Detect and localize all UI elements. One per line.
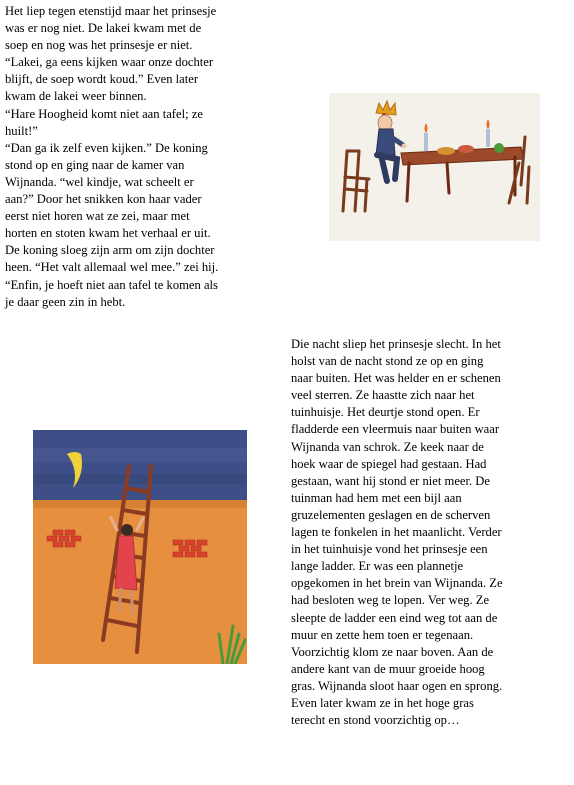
right-story-line: fladderde een vleermuis naar buiten waar [291, 422, 500, 437]
right-story-line: andere kant van de muur groeide hoog [291, 661, 485, 676]
story-column-left [5, 3, 287, 311]
right-story-line: gruzelementen geslagen en de scherven [291, 507, 491, 522]
right-story-line: lagen te fonkelen in het maanlicht. Verder [291, 525, 502, 540]
right-story-line: Die nacht sliep het prinsesje slecht. In het [291, 337, 501, 351]
left-story-line: “Enfin, je hoeft niet aan tafel te komen als [5, 277, 218, 292]
left-story-line: huilt!” [5, 123, 38, 138]
left-story-line: “Dan ga ik zelf even kijken.” De koning [5, 140, 208, 155]
left-story-line: “Lakei, ga eens kijken waar onze dochter [5, 55, 214, 70]
ladder-climb-illustration [33, 430, 247, 664]
right-story-line: terecht en stond voorzichtig op… [291, 713, 460, 728]
right-story-line: holst van de nacht stond ze op en ging [291, 354, 484, 369]
right-story-line: Voorzichtig klom ze naar boven. Aan de [291, 644, 494, 659]
right-story-line: had besloten weg te lopen. Ver weg. Ze [291, 593, 490, 608]
left-story-line: soep en nog was het prinsesje er niet. [5, 38, 193, 53]
right-story-line: sleepte de ladder een eind weg tot aan de [291, 610, 498, 625]
right-story-line: tuinman had hem met een bijl aan [291, 490, 462, 505]
right-story-line: veel sterren. Ze haastte zich naar het [291, 388, 475, 403]
king-dinner-illustration [329, 93, 540, 241]
left-story-line: “Hare Hoogheid komt niet aan tafel; ze [5, 106, 203, 121]
right-story-line: muur en zette hem toen er tegenaan. [291, 627, 474, 642]
left-story-line: je daar geen zin in hebt. [5, 294, 126, 309]
right-story-line: tuinhuisje. Het deurtje stond open. Er [291, 405, 480, 420]
left-story-line: aan?” Door het snikken kon haar vader [5, 192, 202, 207]
right-story-line: gras. Wijnanda sloot haar ogen en sprong. [291, 678, 503, 693]
king-at-dinner-table-drawing-icon [329, 93, 540, 241]
left-story-line: was er nog niet. De lakei kwam met de [5, 21, 202, 36]
right-story-line: Wijnanda van schrok. Ze keek naar de [291, 439, 484, 454]
right-story-line: hoek waar de spiegel had gestaan. Had [291, 456, 487, 471]
right-story-line: naar buiten. Het was helder en er schenen [291, 371, 501, 386]
story-column-right [291, 336, 573, 729]
left-story-line: stond op en ging naar de kamer van [5, 157, 185, 172]
right-story-line: Even later kwam ze in het hoge gras [291, 695, 474, 710]
left-story-line: heen. “Het valt allemaal wel mee.” zei hij. [5, 260, 219, 275]
left-story-line: Het liep tegen etenstijd maar het prinsesje [5, 4, 217, 18]
left-story-line: horten en stoten kwam het verhaal er uit. [5, 226, 211, 241]
princess-climbing-ladder-drawing-icon [33, 430, 247, 664]
right-story-line: opgekomen in het brein van Wijnanda. Ze [291, 576, 503, 591]
right-story-line: in het tuinhuisje vond het prinsesje een [291, 542, 488, 557]
left-story-line: De koning sloeg zijn arm om zijn dochter [5, 243, 215, 258]
left-story-line: Wijnanda. “wel kindje, wat scheelt er [5, 174, 194, 189]
left-story-line: blijft, de soep wordt koud.” Even later [5, 72, 199, 87]
left-story-line: kwam de lakei weer binnen. [5, 89, 147, 104]
right-story-line: gestaan, want hij stond er niet meer. De [291, 473, 490, 488]
right-story-line: lange ladder. Er was een plannetje [291, 559, 464, 574]
left-story-line: eerst niet horen wat ze zei, maar met [5, 209, 190, 224]
